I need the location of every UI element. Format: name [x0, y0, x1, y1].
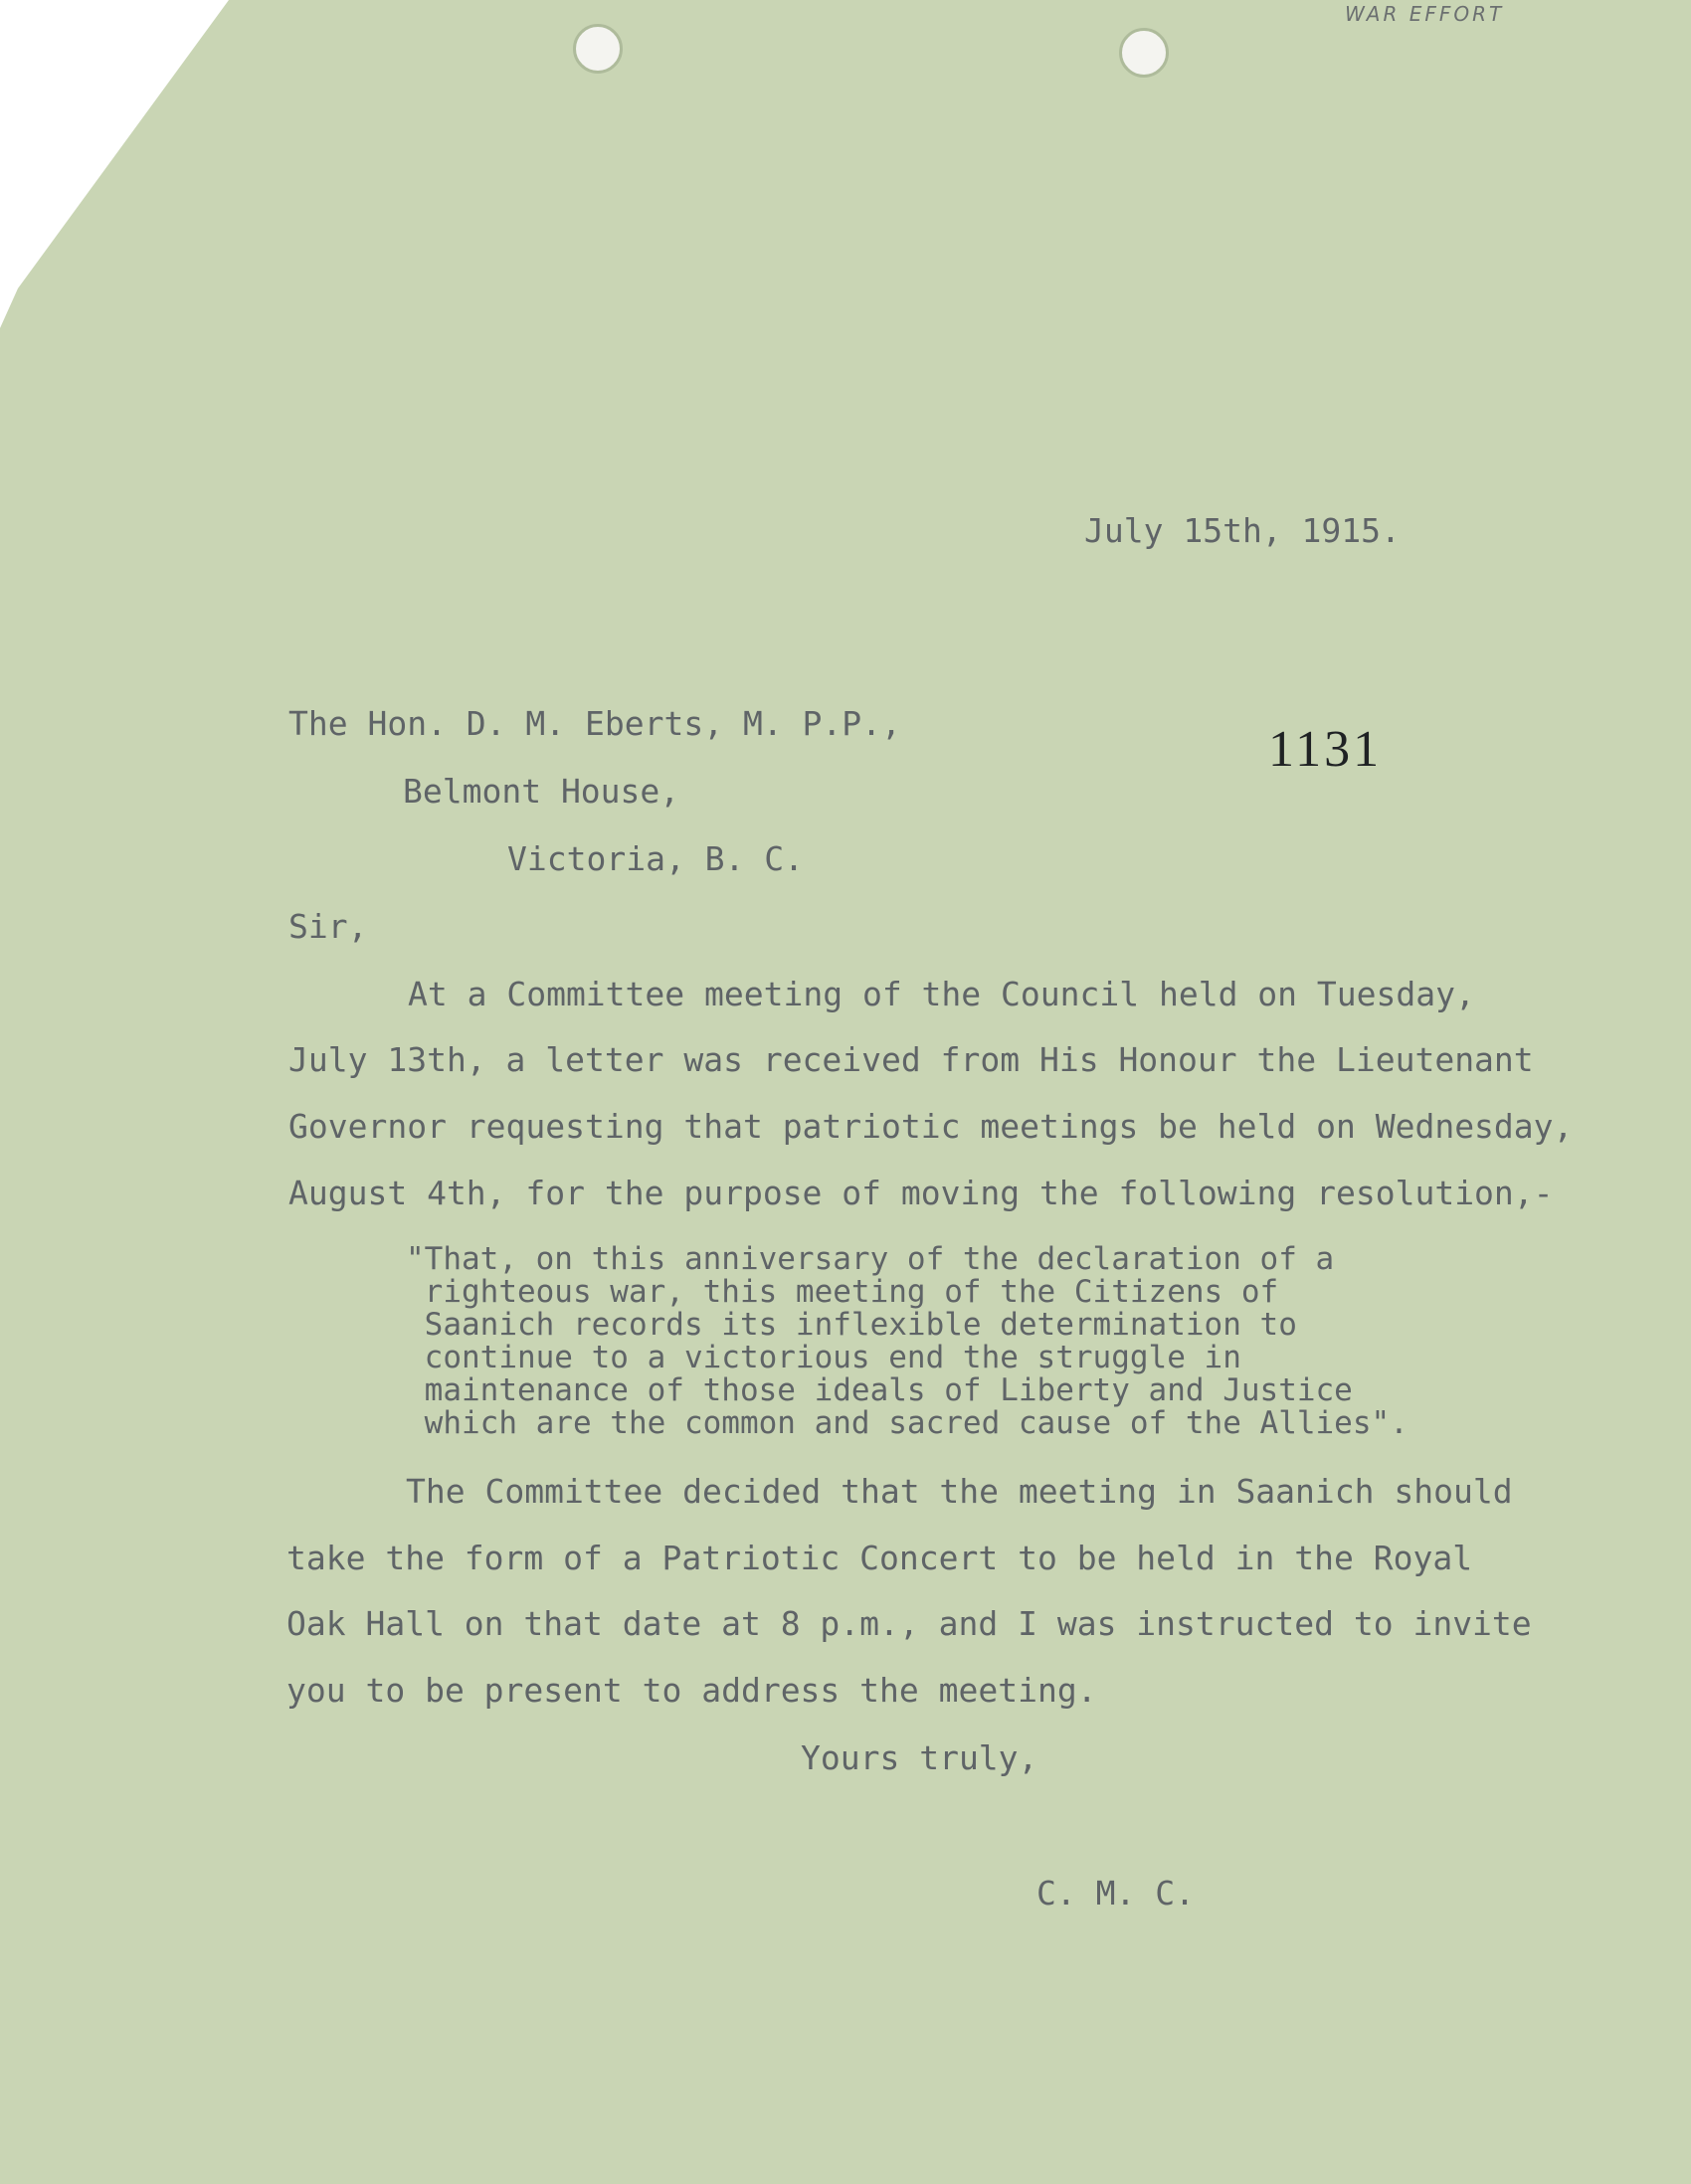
- signature: C. M. C.: [1036, 1874, 1195, 1912]
- paragraph2-line-4: you to be present to address the meeting.: [286, 1671, 1097, 1710]
- closing: Yours truly,: [801, 1738, 1038, 1777]
- salutation: Sir,: [288, 907, 368, 946]
- paragraph2-line-2: take the form of a Patriotic Concert to be held in the Royal: [286, 1539, 1473, 1577]
- paragraph2-line-3: Oak Hall on that date at 8 p.m., and I was instructed to invite: [286, 1604, 1532, 1643]
- header-tag: WAR EFFORT: [1345, 2, 1505, 26]
- paragraph1-line-3: Governor requesting that patriotic meetings be held on Wednesday,: [288, 1107, 1574, 1146]
- paragraph1-line-2: July 13th, a letter was received from His Honour the Lieutenant: [288, 1040, 1534, 1079]
- address-line-1: The Hon. D. M. Eberts, M. P.P.,: [288, 704, 901, 743]
- punch-hole-right: [1119, 28, 1169, 78]
- address-line-3: Victoria, B. C.: [507, 839, 805, 878]
- resolution-line-6: which are the common and sacred cause of the Allies".: [406, 1405, 1409, 1441]
- letter-date: July 15th, 1915.: [1084, 511, 1401, 550]
- resolution-line-3: Saanich records its inflexible determination to: [406, 1307, 1297, 1343]
- address-line-2: Belmont House,: [403, 772, 680, 811]
- paragraph1-line-1: At a Committee meeting of the Council held on Tuesday,: [408, 975, 1475, 1013]
- resolution-line-5: maintenance of those ideals of Liberty and Justice: [406, 1372, 1353, 1408]
- paragraph2-line-1: The Committee decided that the meeting in Saanich should: [406, 1472, 1513, 1511]
- resolution-line-4: continue to a victorious end the struggle in: [406, 1340, 1241, 1375]
- resolution-line-2: righteous war, this meeting of the Citizens of: [406, 1274, 1279, 1310]
- resolution-line-1: "That, on this anniversary of the declaration of a: [406, 1241, 1335, 1277]
- punch-hole-left: [573, 24, 623, 74]
- document-number: 1131: [1268, 721, 1383, 778]
- paragraph1-line-4: August 4th, for the purpose of moving the following resolution,-: [288, 1174, 1554, 1212]
